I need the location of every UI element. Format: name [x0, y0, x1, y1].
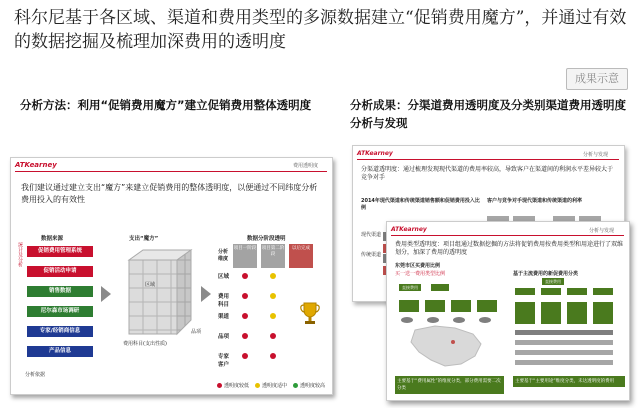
method-slide — [10, 157, 333, 395]
mining-row-label: 渠道 — [218, 314, 230, 320]
trophy-icon — [299, 301, 321, 327]
right-title: 基于主流费用的新促费用分类 — [513, 271, 579, 277]
cube-y-label: 区域 — [145, 282, 156, 288]
chart1-title: 2014年现代渠道和传统渠道销售额和促销费用投入比例 — [361, 198, 480, 211]
header-rule — [391, 235, 624, 236]
method-subtitle: 分析方法：利用“促销费用魔方”建立促销费用整体透明度 — [20, 98, 312, 112]
legend-dot-icon — [255, 383, 260, 388]
status-dot-icon — [242, 353, 248, 359]
mining-row-label: 区域 — [218, 274, 230, 280]
source-item: 产品信息 — [27, 346, 93, 357]
mining-header: 项目一阶段 — [233, 244, 257, 268]
cube-title: 支出“魔方” — [129, 236, 159, 242]
mining-row-label: 费用科目 — [218, 294, 230, 308]
category-slide — [386, 221, 630, 401]
status-dot-icon — [270, 273, 276, 279]
legend-dot-icon — [217, 383, 222, 388]
arrow-right-icon — [101, 286, 111, 302]
sources-side-label: 统计及分析 — [17, 242, 23, 267]
source-item: 专家/经销商信息 — [27, 326, 93, 337]
kearney-logo: ATKearney — [357, 150, 393, 157]
results-subtitle: 分析成果：分渠道费用透明度及分类别渠道费用透明度分析与发现 — [350, 98, 626, 130]
page-title: 科尔尼基于各区域、渠道和费用类型的多源数据建立“促销费用魔方”，并通过有效的数据挖掘及梳理加深费用的透明度 — [14, 8, 627, 52]
status-dot-icon — [242, 293, 248, 299]
legend-item: 透明度较低 — [217, 383, 249, 389]
mining-header: 项目第二阶段 — [261, 244, 285, 268]
status-dot-icon — [270, 333, 276, 339]
left-root-box: 直接费用 — [399, 284, 421, 291]
kearney-logo: ATKearney — [15, 161, 57, 169]
chart2-title: 客户与竞争对手现代渠道和传统渠道的利率 — [487, 198, 583, 204]
slide-body-text: 费用类型透明度：项目组通过数据挖掘的方法将促销费用按费用类型和用途进行了双维划分，加深了费用的透明度 — [395, 241, 624, 256]
mining-header: 以后完成 — [289, 244, 313, 268]
row-label-traditional: 传统渠道 — [361, 252, 382, 258]
sources-bottom-label: 分析依据 — [25, 372, 46, 378]
header-rule — [15, 171, 327, 172]
right-root-box: 直接费用 — [542, 278, 564, 285]
mining-col-label: 分析维度 — [218, 249, 229, 262]
note-right: 主要基于“主要用途”维度分类，未达透明度的费用 — [513, 376, 625, 387]
legend-item: 透明度较高 — [293, 383, 325, 389]
left-subtitle: 买一送一费用类型比例 — [395, 271, 446, 277]
slide-header-tag: 分析与发现 — [589, 228, 615, 234]
category-diagram — [395, 282, 627, 377]
results-tag-button[interactable]: 成果示意 — [566, 68, 628, 90]
spend-cube — [115, 246, 201, 346]
status-dot-icon — [270, 293, 276, 299]
sources-title: 数据来源 — [41, 236, 64, 242]
status-dot-icon — [242, 313, 248, 319]
note-left: 主要基于“费用属性”的维度分类，部分费用需要二次分类 — [395, 376, 504, 394]
slide-body-text: 分渠道透明度：通过梳理发现现代渠道的费用率较高，导致客户在渠道间的利润水平差异较大于竞争对手 — [361, 166, 614, 181]
status-dot-icon — [242, 273, 248, 279]
source-item: 促销费用管理系统 — [27, 246, 93, 257]
source-item: 促销活动申请 — [27, 266, 93, 277]
arrow-right-icon — [201, 286, 211, 302]
row-label-modern: 现代渠道 — [361, 232, 382, 238]
mining-row-label: 专家客户 — [218, 354, 230, 368]
legend-dot-icon — [293, 383, 298, 388]
status-dot-icon — [242, 333, 248, 339]
mining-row-label: 品项 — [218, 334, 230, 340]
cube-x-label: 费用科目(支出性质) — [123, 341, 167, 347]
legend-item: 透明度适中 — [255, 383, 287, 389]
mining-title: 数据分阶段透明 — [247, 236, 286, 242]
cube-z-label: 品项 — [191, 329, 202, 335]
slide-header-tag: 分析与发现 — [583, 152, 609, 158]
legend — [217, 372, 331, 391]
status-dot-icon — [270, 313, 276, 319]
slide-header-tag: 费用透明度 — [293, 163, 319, 169]
source-item: 尼尔森市场调研 — [27, 306, 93, 317]
kearney-logo: ATKearney — [391, 226, 427, 233]
source-item: 销售数据 — [27, 286, 93, 297]
slide-body-text: 我们建议通过建立支出“魔方”来建立促销费用的整体透明度，以便通过不同纬度分析费用投入的有效性 — [21, 183, 318, 204]
left-title: 东莞市区买费用比例 — [395, 263, 441, 269]
header-rule — [357, 159, 619, 160]
status-dot-icon — [270, 353, 276, 359]
